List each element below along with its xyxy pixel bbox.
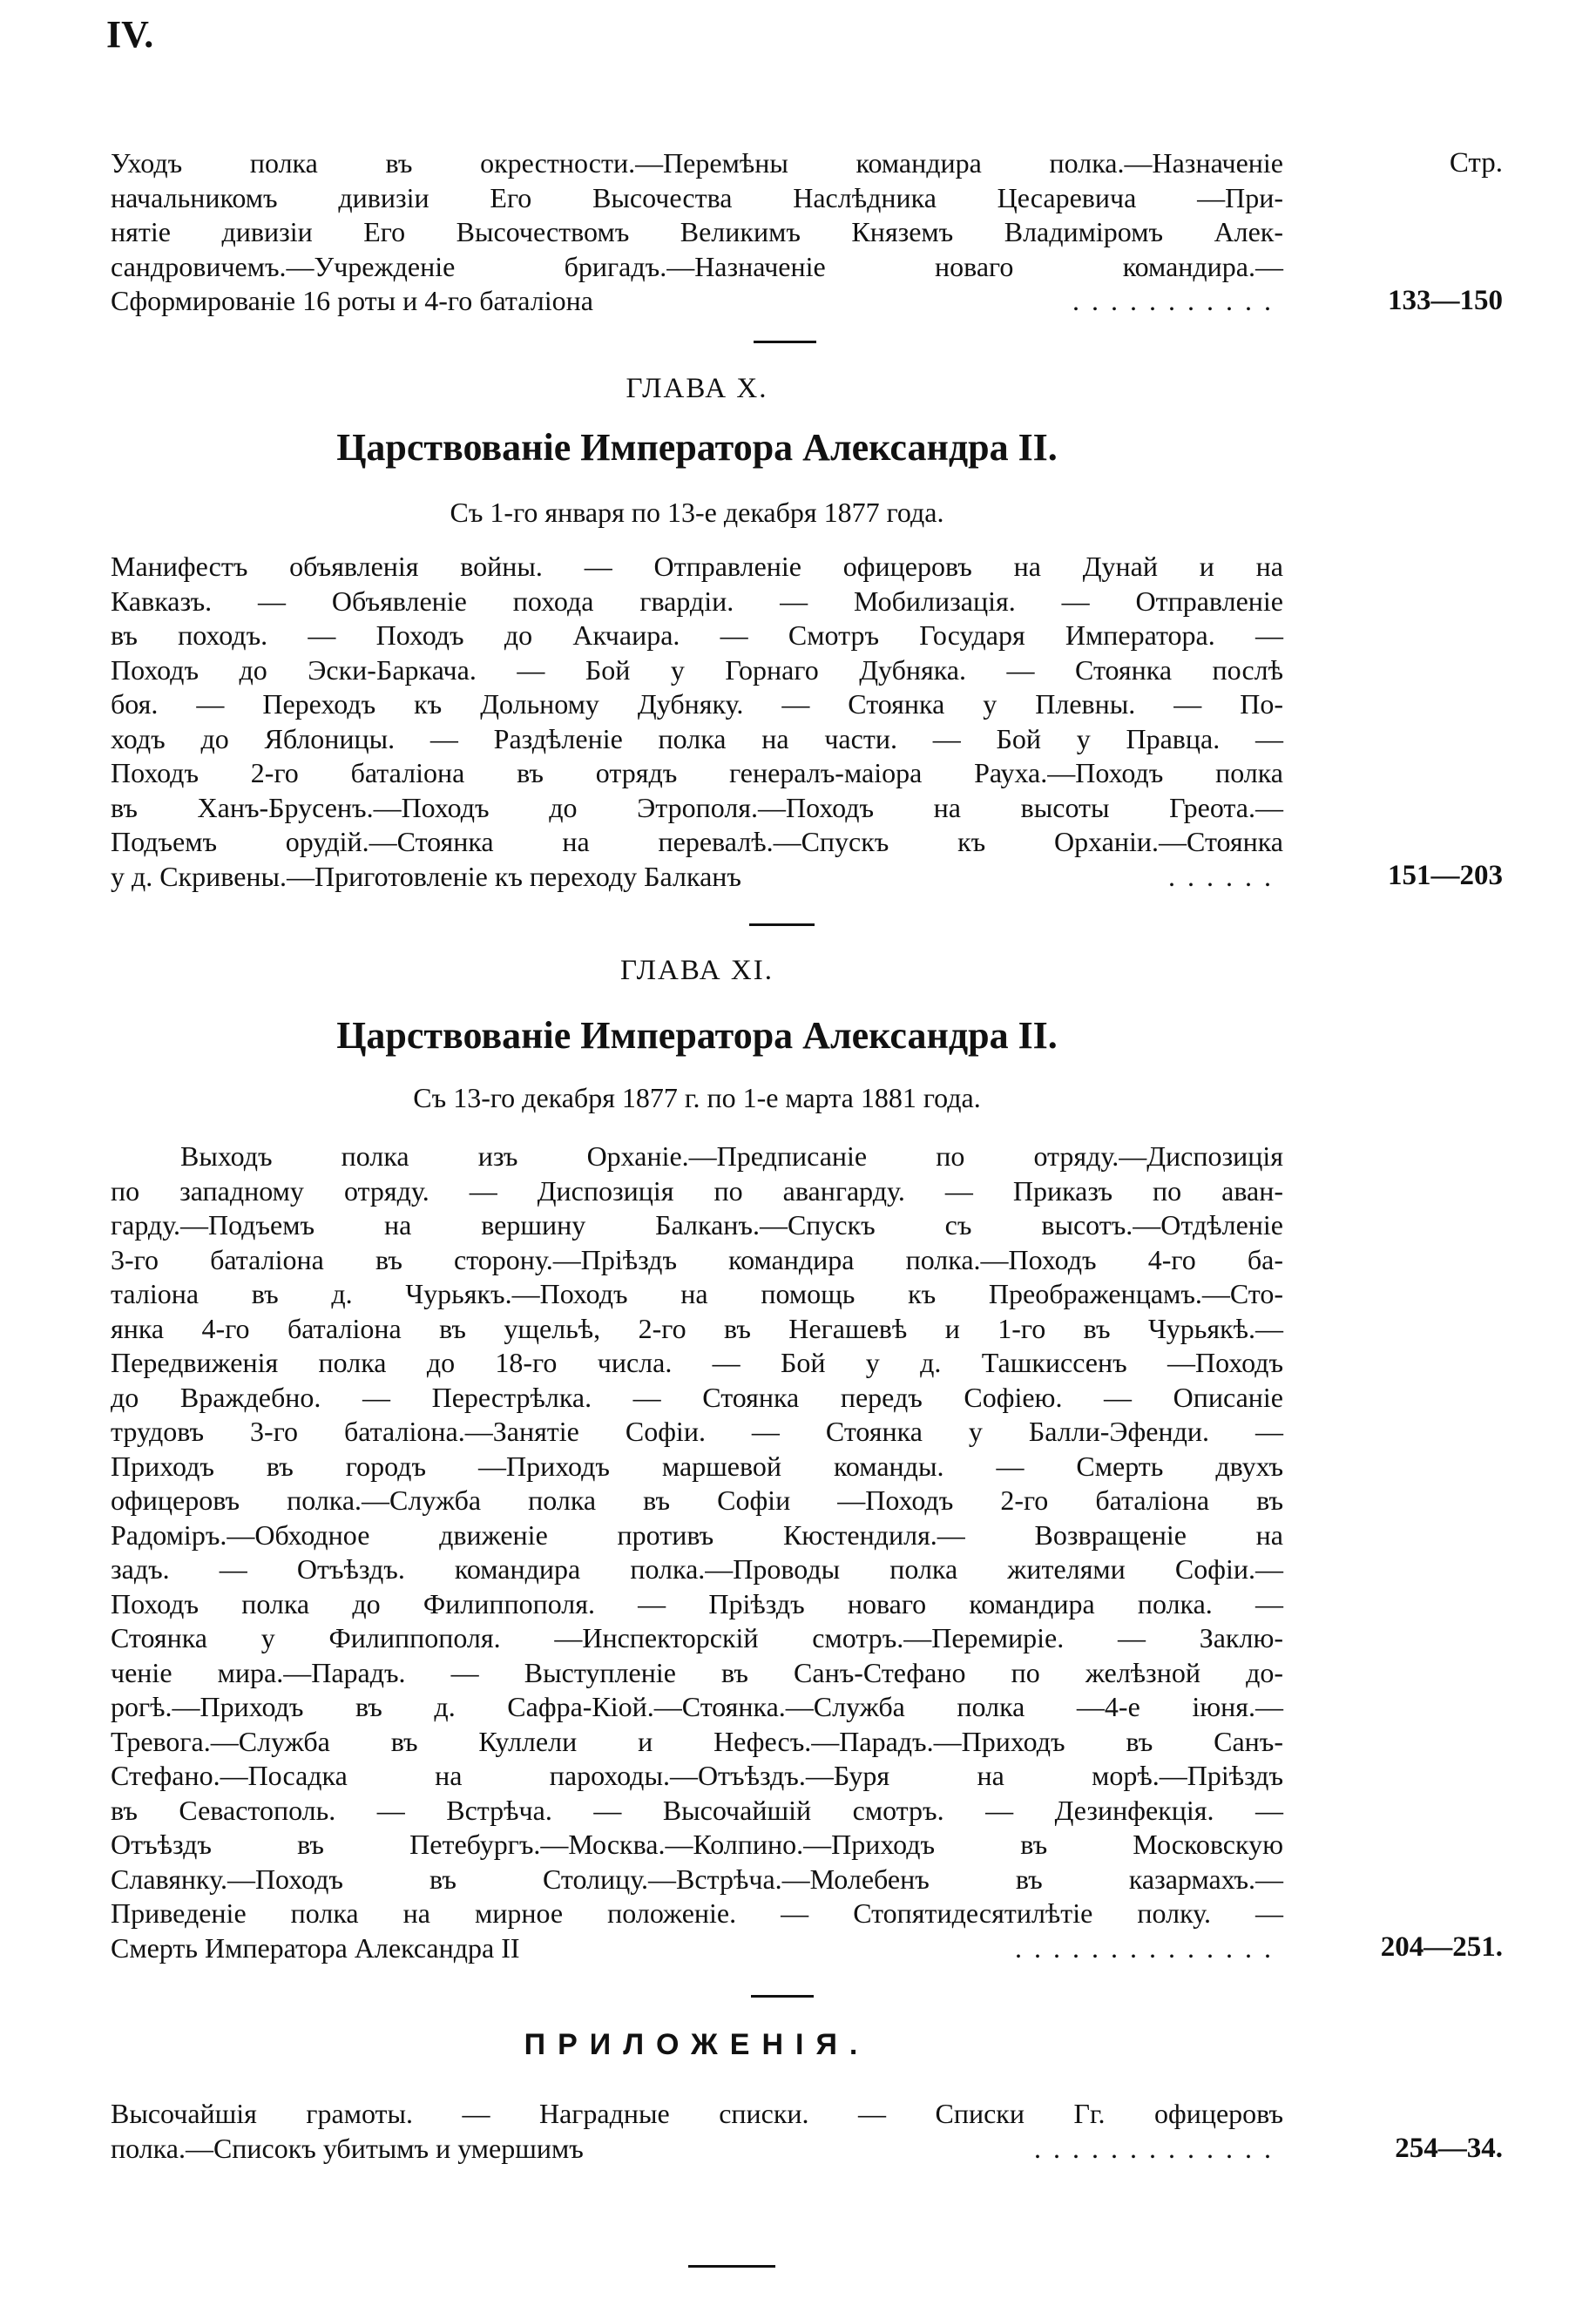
text-line: Славянку.—Походъ въ Столицу.—Встрѣча.—Молебенъ въ казармахъ.— bbox=[111, 1863, 1283, 1895]
text-line: Стефано.—Посадка на пароходы.—Отъѣздъ.—Буря на морѣ.—Пріѣздъ bbox=[111, 1760, 1283, 1791]
text-line: полка.—Списокъ убитымъ и умершимъ bbox=[111, 2132, 584, 2164]
appendix-text bbox=[111, 2097, 1283, 2166]
text-line: сандровичемъ.—Учрежденіе бригадъ.—Назначеніе новаго командира.— bbox=[111, 250, 1283, 282]
text-line: Сформированіе 16 роты и 4-го баталіона bbox=[111, 285, 593, 316]
dot-leader: ...... bbox=[1168, 860, 1283, 892]
divider bbox=[751, 1995, 814, 1998]
page-range: 204—251. bbox=[1380, 1931, 1503, 1963]
text-line: въ походъ. — Походъ до Акчаира. — Смотръ Государя Императора. — bbox=[111, 619, 1283, 651]
text-line: ходъ до Яблоницы. — Раздѣленіе полка на части. — Бой у Правца. — bbox=[111, 722, 1283, 754]
chapter-title: Царствованіе Императора Александра II. bbox=[336, 1014, 1058, 1057]
text-line: Передвиженія полка до 18-го числа. — Бой у д. Ташкиссенъ —Походъ bbox=[111, 1347, 1283, 1378]
text-line: по западному отряду. — Диспозиція по авангарду. — Приказъ по аван- bbox=[111, 1174, 1283, 1207]
text-line: Манифестъ объявленія войны. — Отправленіе офицеровъ на Дунай и на bbox=[111, 551, 1283, 582]
dot-leader: ........... bbox=[1072, 285, 1283, 316]
chapter10-text bbox=[111, 550, 1283, 894]
text-line: 3-го баталіона въ сторону.—Пріѣздъ командира полка.—Походъ 4-го ба- bbox=[111, 1243, 1283, 1275]
chapter-subtitle: Съ 1-го января по 13-е декабря 1877 года. bbox=[450, 497, 944, 528]
text-line: до Враждебно. — Перестрѣлка. — Стоянка передъ Софіею. — Описаніе bbox=[111, 1381, 1283, 1413]
chapter11-text bbox=[111, 1139, 1283, 1965]
text-line: Подъемъ орудій.—Стоянка на перевалѣ.—Спускъ къ Орханіи.—Стоянка bbox=[111, 826, 1283, 857]
text-line-last bbox=[111, 2132, 1283, 2167]
chapter-label: ГЛАВА X. bbox=[626, 373, 768, 404]
text-line: Уходъ полка въ окрестности.—Перемѣны командира полка.—Назначеніе bbox=[111, 147, 1283, 179]
chapter-title: Царствованіе Императора Александра II. bbox=[336, 426, 1058, 469]
text-line: Походъ полка до Филиппополя. — Пріѣздъ новаго командира полка. — bbox=[111, 1587, 1283, 1619]
text-line-last bbox=[111, 860, 1283, 895]
text-line: Приведеніе полка на мирное положеніе. — Стопятидесятилѣтіе полку. — bbox=[111, 1897, 1283, 1929]
text-line: въ Ханъ-Брусенъ.—Походъ до Этрополя.—Походъ на высоты Греота.— bbox=[111, 791, 1283, 823]
text-line: Стоянка у Филиппополя. —Инспекторскій смотръ.—Перемиріе. — Заклю- bbox=[111, 1622, 1283, 1653]
dot-leader: .............. bbox=[1015, 1931, 1283, 1964]
page-number: IV. bbox=[106, 13, 154, 56]
text-line: Походъ до Эски-Баркача. — Бой у Горнаго Дубняка. — Стоянка послѣ bbox=[111, 653, 1283, 686]
chapter-label: ГЛАВА XI. bbox=[620, 955, 774, 986]
text-line: у д. Скривены.—Приготовленіе къ переходу Балканъ bbox=[111, 860, 741, 892]
text-line: Радоміръ.—Обходное движеніе противъ Кюстендиля.— Возвращеніе на bbox=[111, 1518, 1283, 1551]
text-line-last bbox=[111, 284, 1283, 319]
page-column-label: Стр. bbox=[1449, 147, 1503, 179]
text-line: Отъѣздъ въ Петебургъ.—Москва.—Колпино.—Приходъ въ Московскую bbox=[111, 1829, 1283, 1860]
section1-text bbox=[111, 146, 1283, 319]
text-line: Походъ 2-го баталіона въ отрядъ генералъ-маіора Рауха.—Походъ полка bbox=[111, 757, 1283, 788]
divider bbox=[688, 2265, 775, 2268]
text-line: гарду.—Подъемъ на вершину Балканъ.—Спускъ съ высотъ.—Отдѣленіе bbox=[111, 1209, 1283, 1241]
text-line: таліона въ д. Чурьякъ.—Походъ на помощь къ Преображенцамъ.—Сто- bbox=[111, 1278, 1283, 1309]
text-line: офицеровъ полка.—Служба полка въ Софіи —Походъ 2-го баталіона въ bbox=[111, 1484, 1283, 1516]
text-line: Выходъ полка изъ Орханіе.—Предписаніе по отряду.—Диспозиція bbox=[180, 1140, 1283, 1172]
chapter-subtitle: Съ 13-го декабря 1877 г. по 1-е марта 1881 года. bbox=[413, 1082, 981, 1113]
divider bbox=[749, 923, 815, 926]
page-range: 151—203 bbox=[1388, 860, 1503, 891]
text-line: Приходъ въ городъ —Приходъ маршевой команды. — Смерть двухъ bbox=[111, 1450, 1283, 1482]
text-line: боя. — Переходъ къ Дольному Дубняку. — Стоянка у Плевны. — По- bbox=[111, 688, 1283, 720]
text-line: Кавказъ. — Объявленіе похода гвардіи. — Мобилизація. — Отправленіе bbox=[111, 585, 1283, 617]
text-line: задъ. — Отъѣздъ. командира полка.—Проводы полка жителями Софіи.— bbox=[111, 1553, 1283, 1585]
appendix-heading: ПРИЛОЖЕНІЯ. bbox=[524, 2028, 870, 2061]
text-line-last bbox=[111, 1931, 1283, 1966]
page-range: 254—34. bbox=[1395, 2133, 1503, 2164]
text-line: трудовъ 3-го баталіона.—Занятіе Софіи. — Стоянка у Балли-Эфенди. — bbox=[111, 1416, 1283, 1447]
text-line: въ Севастополь. — Встрѣча. — Высочайшій смотръ. — Дезинфекція. — bbox=[111, 1794, 1283, 1826]
divider bbox=[754, 341, 816, 343]
text-line: Смерть Императора Александра II bbox=[111, 1931, 520, 1964]
text-line: нятіе дивизіи Его Высочествомъ Великимъ Княземъ Владиміромъ Алек- bbox=[111, 216, 1283, 247]
text-line: ченіе мира.—Парадъ. — Выступленіе въ Санъ-Стефано по желѣзной до- bbox=[111, 1656, 1283, 1688]
page-range: 133—150 bbox=[1388, 285, 1503, 316]
dot-leader: ............. bbox=[1034, 2132, 1283, 2164]
text-line: начальникомъ дивизіи Его Высочества Наслѣдника Цесаревича —При- bbox=[111, 181, 1283, 213]
text-line: Высочайшія грамоты. — Наградные списки. — Списки Гг. офицеровъ bbox=[111, 2098, 1283, 2129]
text-line: Тревога.—Служба въ Куллели и Нефесъ.—Парадъ.—Приходъ въ Санъ- bbox=[111, 1725, 1283, 1757]
text-line: янка 4-го баталіона въ ущельѣ, 2-го въ Негашевѣ и 1-го въ Чурьякѣ.— bbox=[111, 1312, 1283, 1344]
text-line: рогѣ.—Приходъ въ д. Сафра-Кіой.—Стоянка.—Служба полка —4-е іюня.— bbox=[111, 1691, 1283, 1722]
